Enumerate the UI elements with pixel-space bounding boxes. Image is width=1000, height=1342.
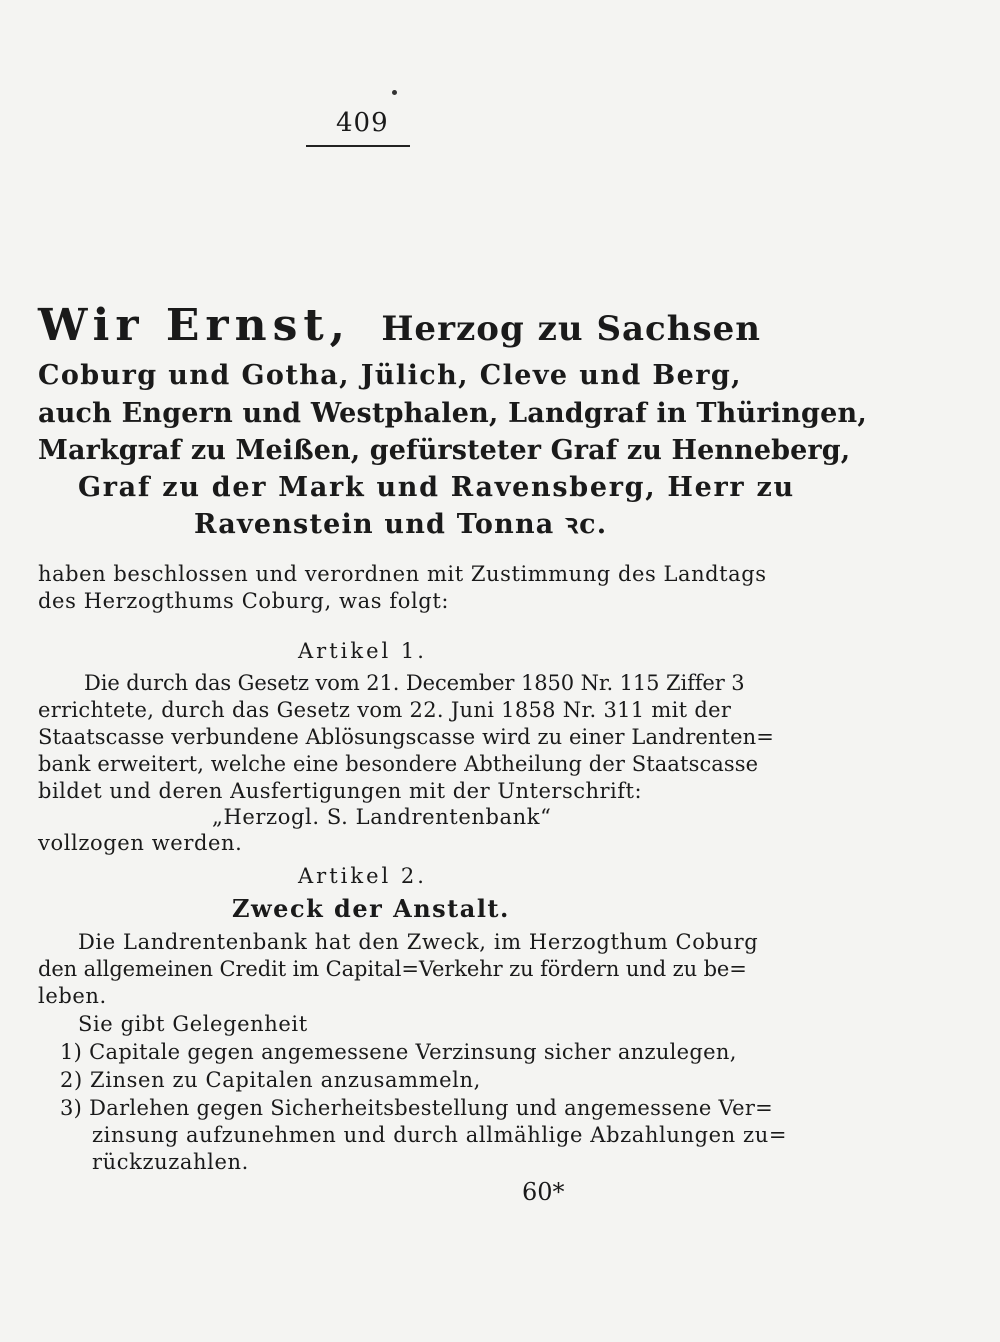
article-2-item-2: 2) Zinsen zu Capitalen anzusammeln, [60, 1068, 481, 1092]
article-2-heading: Artikel 2. [298, 864, 427, 888]
article-1-line-6: vollzogen werden. [38, 831, 243, 855]
article-2-item-3: 3) Darlehen gegen Sicherheitsbestellung und angemessene Ver= [60, 1096, 774, 1120]
title-line-3: auch Engern und Westphalen, Landgraf in Thüringen, [38, 398, 867, 429]
title-name: Wir Ernst, [38, 300, 351, 351]
page-number: 409 [336, 108, 389, 138]
ink-dot [392, 90, 397, 95]
article-2-line-2: den allgemeinen Credit im Capital=Verkehr zu fördern und zu be= [38, 957, 747, 981]
article-2-line-3: leben. [38, 984, 107, 1008]
title-line-1 [38, 300, 761, 351]
article-2-item-1: 1) Capitale gegen angemessene Verzinsung sicher anzulegen, [60, 1040, 737, 1064]
article-2-subheading: Zweck der Anstalt. [232, 894, 510, 923]
article-1-heading: Artikel 1. [298, 639, 427, 663]
article-2-item-3-cont-2: rückzuzahlen. [92, 1150, 249, 1174]
article-1-line-4: bank erweitert, welche eine besondere Abtheilung der Staatscasse [38, 752, 759, 776]
page-number-rule [306, 145, 410, 147]
title-line-4: Markgraf zu Meißen, gefürsteter Graf zu Henneberg, [38, 435, 851, 466]
article-1-line-5: bildet und deren Ausfertigungen mit der Unterschrift: [38, 779, 643, 803]
article-2-line-1: Die Landrentenbank hat den Zweck, im Herzogthum Coburg [78, 930, 759, 954]
title-line-2: Coburg und Gotha, Jülich, Cleve und Berg, [38, 360, 742, 391]
title-line-6: Ravenstein und Tonna ꝛc. [194, 509, 608, 540]
article-1-line-2: errichtete, durch das Gesetz vom 22. Juni 1858 Nr. 311 mit der [38, 698, 732, 722]
preamble-line-2: des Herzogthums Coburg, was folgt: [38, 589, 450, 613]
preamble-line-1: haben beschlossen und verordnen mit Zustimmung des Landtags [38, 562, 767, 586]
article-2-intro: Sie gibt Gelegenheit [78, 1012, 308, 1036]
title-rest: Herzog zu Sachsen [381, 309, 761, 349]
title-line-5: Graf zu der Mark und Ravensberg, Herr zu [78, 472, 795, 503]
article-1-signature: „Herzogl. S. Landrentenbank“ [212, 805, 552, 829]
article-1-line-1: Die durch das Gesetz vom 21. December 1850 Nr. 115 Ziffer 3 [84, 671, 745, 695]
article-1-line-3: Staatscasse verbundene Ablösungscasse wird zu einer Landrenten= [38, 725, 774, 749]
article-2-item-3-cont-1: zinsung aufzunehmen und durch allmählige Abzahlungen zu= [92, 1123, 788, 1147]
signature-mark: 60* [522, 1178, 565, 1206]
